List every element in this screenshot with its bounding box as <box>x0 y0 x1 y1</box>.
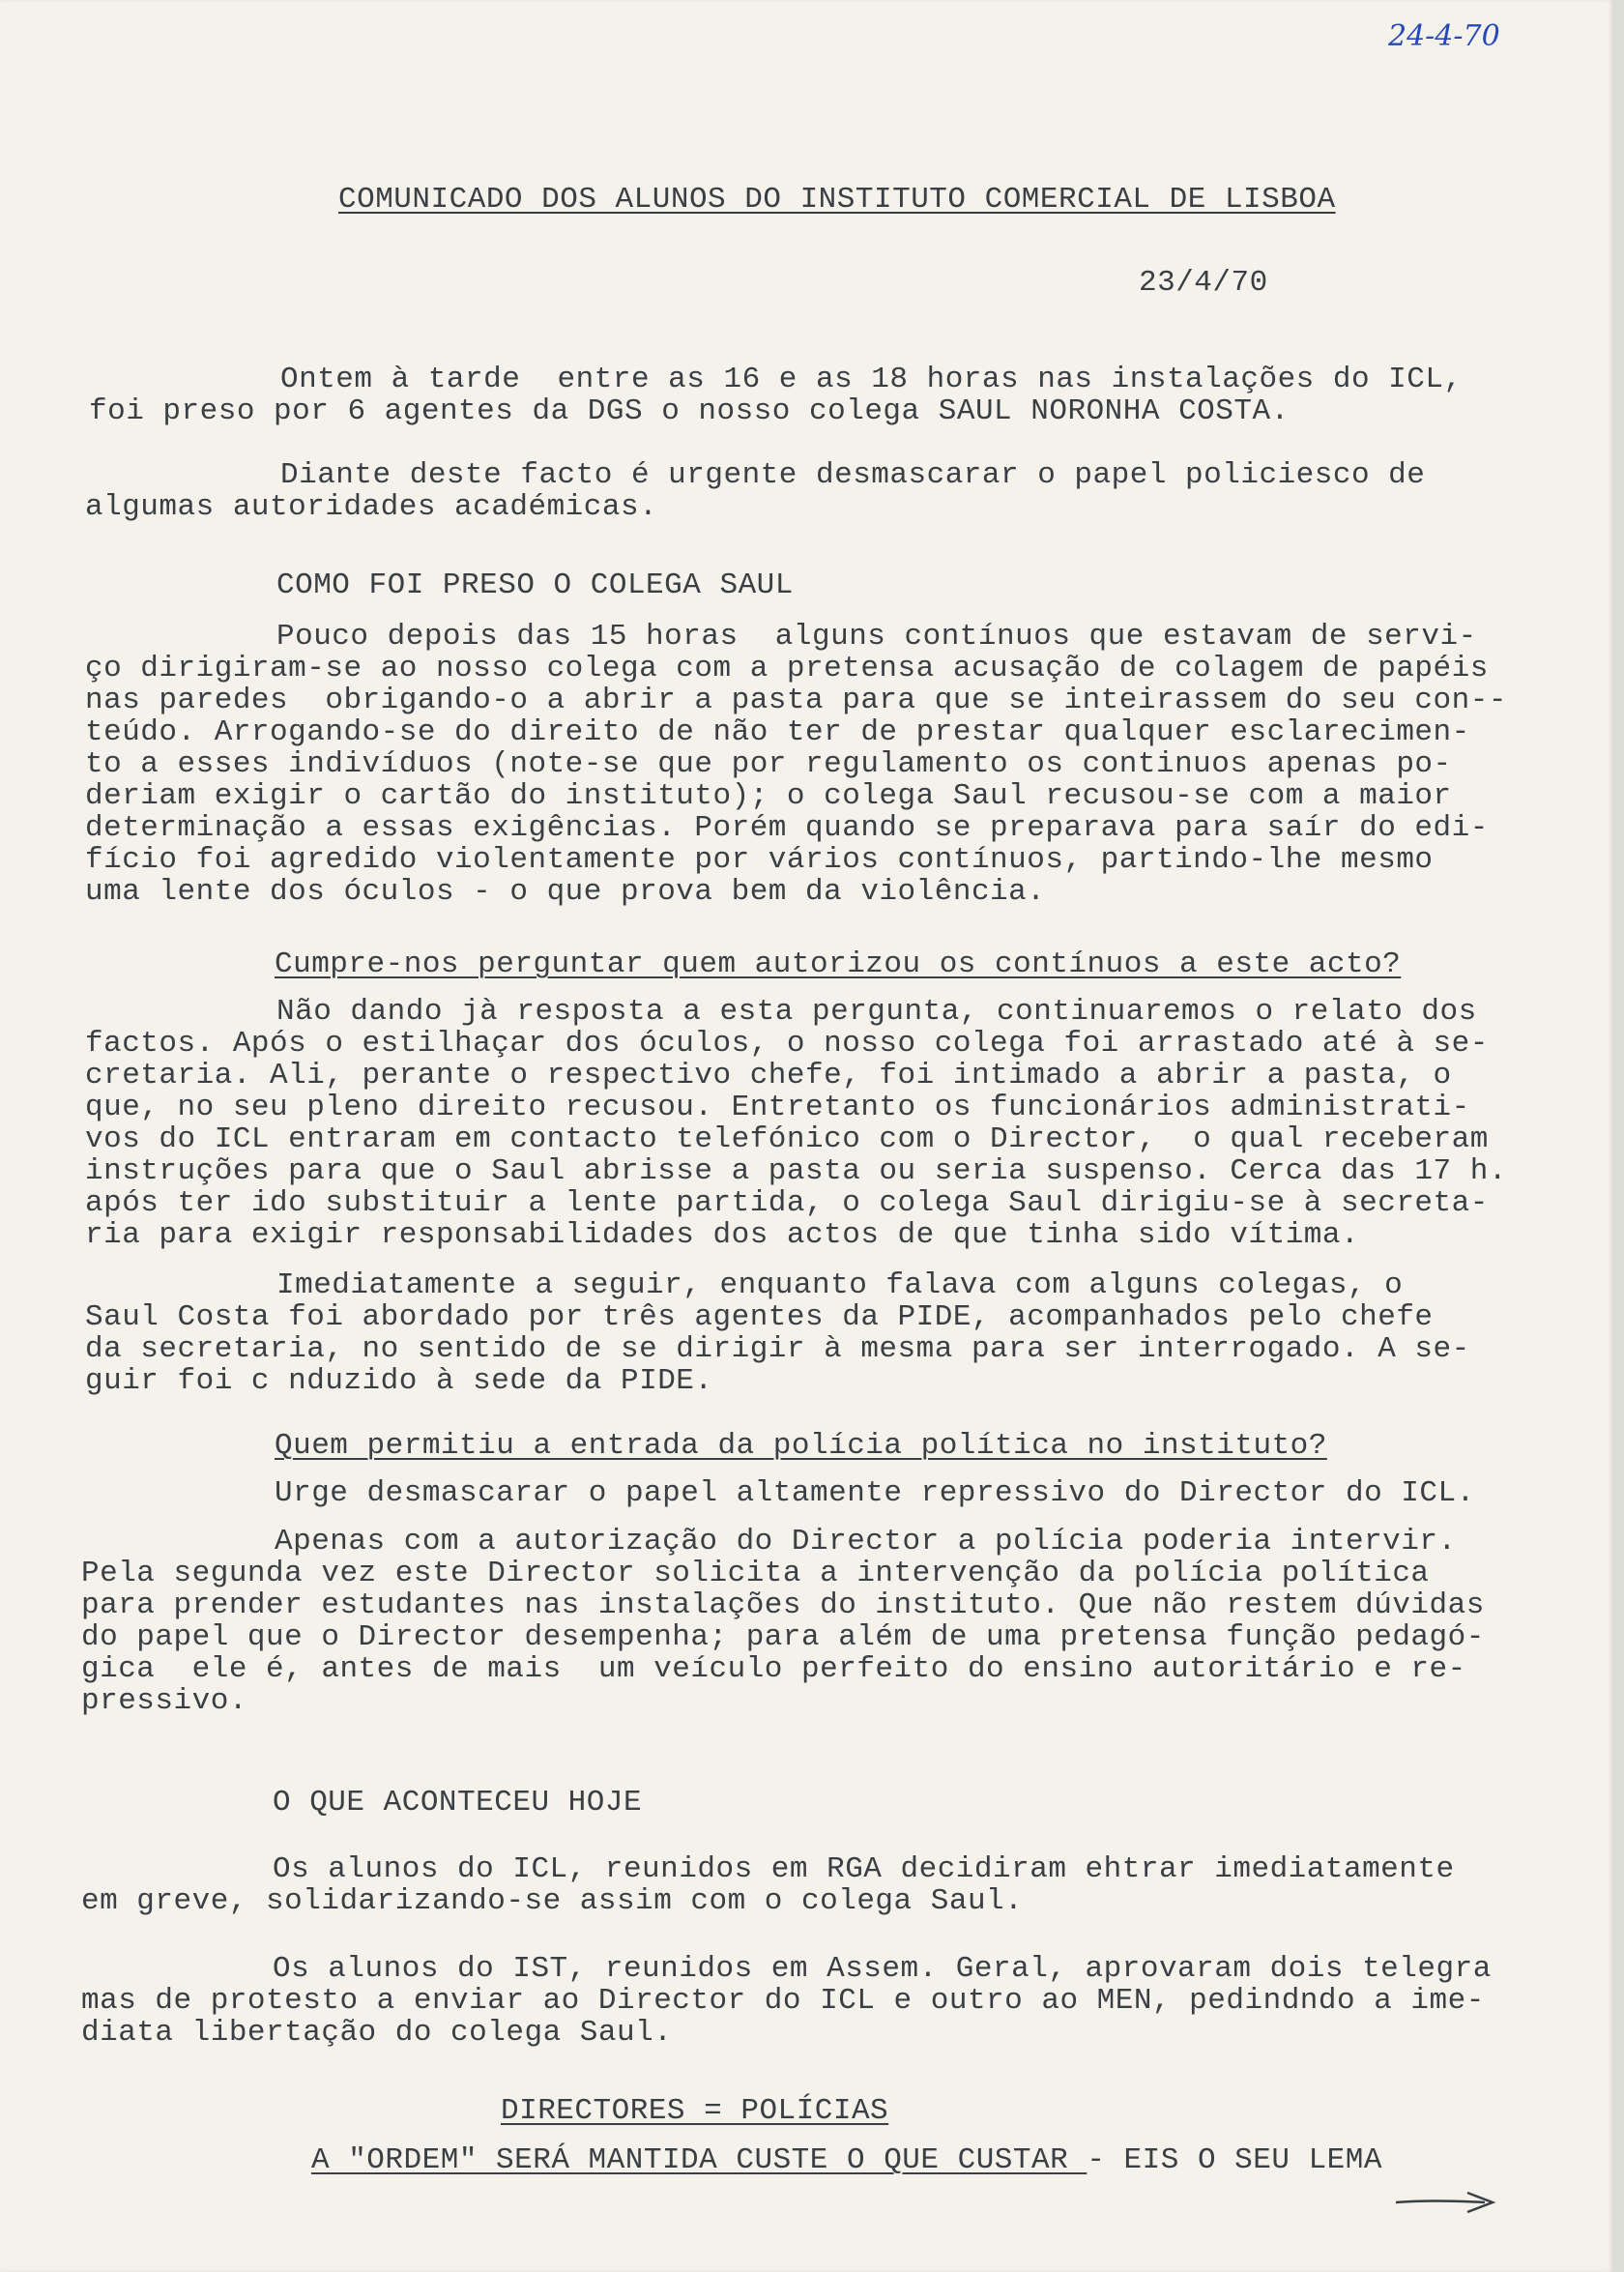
continue-arrow-icon <box>1392 2183 1508 2222</box>
text-line: do papel que o Director desempenha; para além de uma pretensa função pedagó- <box>81 1620 1485 1654</box>
text-line: Ontem à tarde entre as 16 e as 18 horas nas instalações do ICL, <box>280 363 1463 396</box>
text-line: em greve, solidarizando-se assim com o colega Saul. <box>81 1884 1024 1918</box>
slogan-underlined-part: A "ORDEM" SERÁ MANTIDA CUSTE O QUE CUSTAR <box>311 2143 1088 2177</box>
slogan-rest: - EIS O SEU LEMA <box>1087 2143 1382 2177</box>
text-line: Os alunos do IST, reunidos em Assem. Geral, aprovaram dois telegra <box>273 1952 1492 1986</box>
document-title: COMUNICADO DOS ALUNOS DO INSTITUTO COMERCIAL DE LISBOA <box>338 183 1336 217</box>
text-line: algumas autoridades académicas. <box>85 490 658 524</box>
document-date: 23/4/70 <box>1139 266 1268 300</box>
text-line: para prender estudantes nas instalações do instituto. Que não restem dúvidas <box>81 1588 1485 1622</box>
text-line: que, no seu pleno direito recusou. Entretanto os funcionários administrati- <box>85 1091 1470 1124</box>
text-line: mas de protesto a enviar ao Director do ICL e outro ao MEN, pedindndo a ime- <box>81 1984 1485 2018</box>
question-heading: Cumpre-nos perguntar quem autorizou os contínuos a este acto? <box>275 947 1402 981</box>
text-line: da secretaria, no sentido de se dirigir à mesma para ser interrogado. A se- <box>85 1332 1470 1366</box>
question-heading: Quem permitiu a entrada da polícia política no instituto? <box>275 1429 1327 1463</box>
text-line: guir foi c nduzido à sede da PIDE. <box>85 1364 713 1398</box>
text-line: fício foi agredido violentamente por vários contínuos, partindo-lhe mesmo <box>85 843 1434 877</box>
text-line: Pela segunda vez este Director solicita a intervenção da polícia política <box>81 1557 1430 1590</box>
text-line: teúdo. Arrogando-se do direito de não ter de prestar qualquer esclarecimen- <box>85 715 1470 749</box>
text-line: foi preso por 6 agentes da DGS o nosso colega SAUL NORONHA COSTA. <box>89 394 1290 428</box>
text-line: Imediatamente a seguir, enquanto falava com alguns colegas, o <box>276 1268 1404 1302</box>
text-line: gica ele é, antes de mais um veículo perfeito do ensino autoritário e re- <box>81 1652 1466 1686</box>
slogan-line <box>311 2144 1382 2176</box>
text-line: ço dirigiram-se ao nosso colega com a pretensa acusação de colagem de papéis <box>85 652 1489 685</box>
text-line: uma lente dos óculos - o que prova bem da violência. <box>85 875 1046 909</box>
text-line: ria para exigir responsabilidades dos actos de que tinha sido vítima. <box>85 1218 1360 1252</box>
text-line: diata libertação do colega Saul. <box>81 2016 673 2050</box>
text-line: Pouco depois das 15 horas alguns contínuos que estavam de servi- <box>276 620 1477 654</box>
section-heading: COMO FOI PRESO O COLEGA SAUL <box>276 568 794 602</box>
text-line: vos do ICL entraram em contacto telefónico com o Director, o qual receberam <box>85 1122 1489 1156</box>
text-line: pressivo. <box>81 1684 247 1718</box>
text-line: Não dando jà resposta a esta pergunta, continuaremos o relato dos <box>276 995 1477 1029</box>
text-line: Diante deste facto é urgente desmascarar o papel policiesco de <box>280 458 1426 492</box>
text-line: Urge desmascarar o papel altamente repressivo do Director do ICL. <box>275 1476 1475 1510</box>
text-line: determinação a essas exigências. Porém quando se preparava para saír do edi- <box>85 811 1489 845</box>
text-line: nas paredes obrigando-o a abrir a pasta para que se inteirassem do seu con-- <box>85 684 1507 717</box>
text-line: Saul Costa foi abordado por três agentes da PIDE, acompanhados pelo chefe <box>85 1300 1434 1334</box>
text-line: Apenas com a autorização do Director a polícia poderia intervir. <box>275 1525 1457 1558</box>
slogan-heading: DIRECTORES = POLÍCIAS <box>501 2094 889 2128</box>
text-line: após ter ido substituir a lente partida, o colega Saul dirigiu-se à secreta- <box>85 1186 1489 1220</box>
text-line: Os alunos do ICL, reunidos em RGA decidiram ehtrar imediatamente <box>273 1852 1455 1886</box>
text-line: deriam exigir o cartão do instituto); o colega Saul recusou-se com a maior <box>85 779 1452 813</box>
text-line: to a esses indivíduos (note-se que por regulamento os continuos apenas po- <box>85 747 1452 781</box>
handwritten-date-note: 24-4-70 <box>1388 19 1500 53</box>
section-heading: O QUE ACONTECEU HOJE <box>273 1786 643 1820</box>
text-line: instruções para que o Saul abrisse a pasta ou seria suspenso. Cerca das 17 h. <box>85 1154 1507 1188</box>
text-line: factos. Após o estilhaçar dos óculos, o nosso colega foi arrastado até à se- <box>85 1027 1489 1061</box>
text-line: cretaria. Ali, perante o respectivo chefe, foi intimado a abrir a pasta, o <box>85 1059 1452 1092</box>
